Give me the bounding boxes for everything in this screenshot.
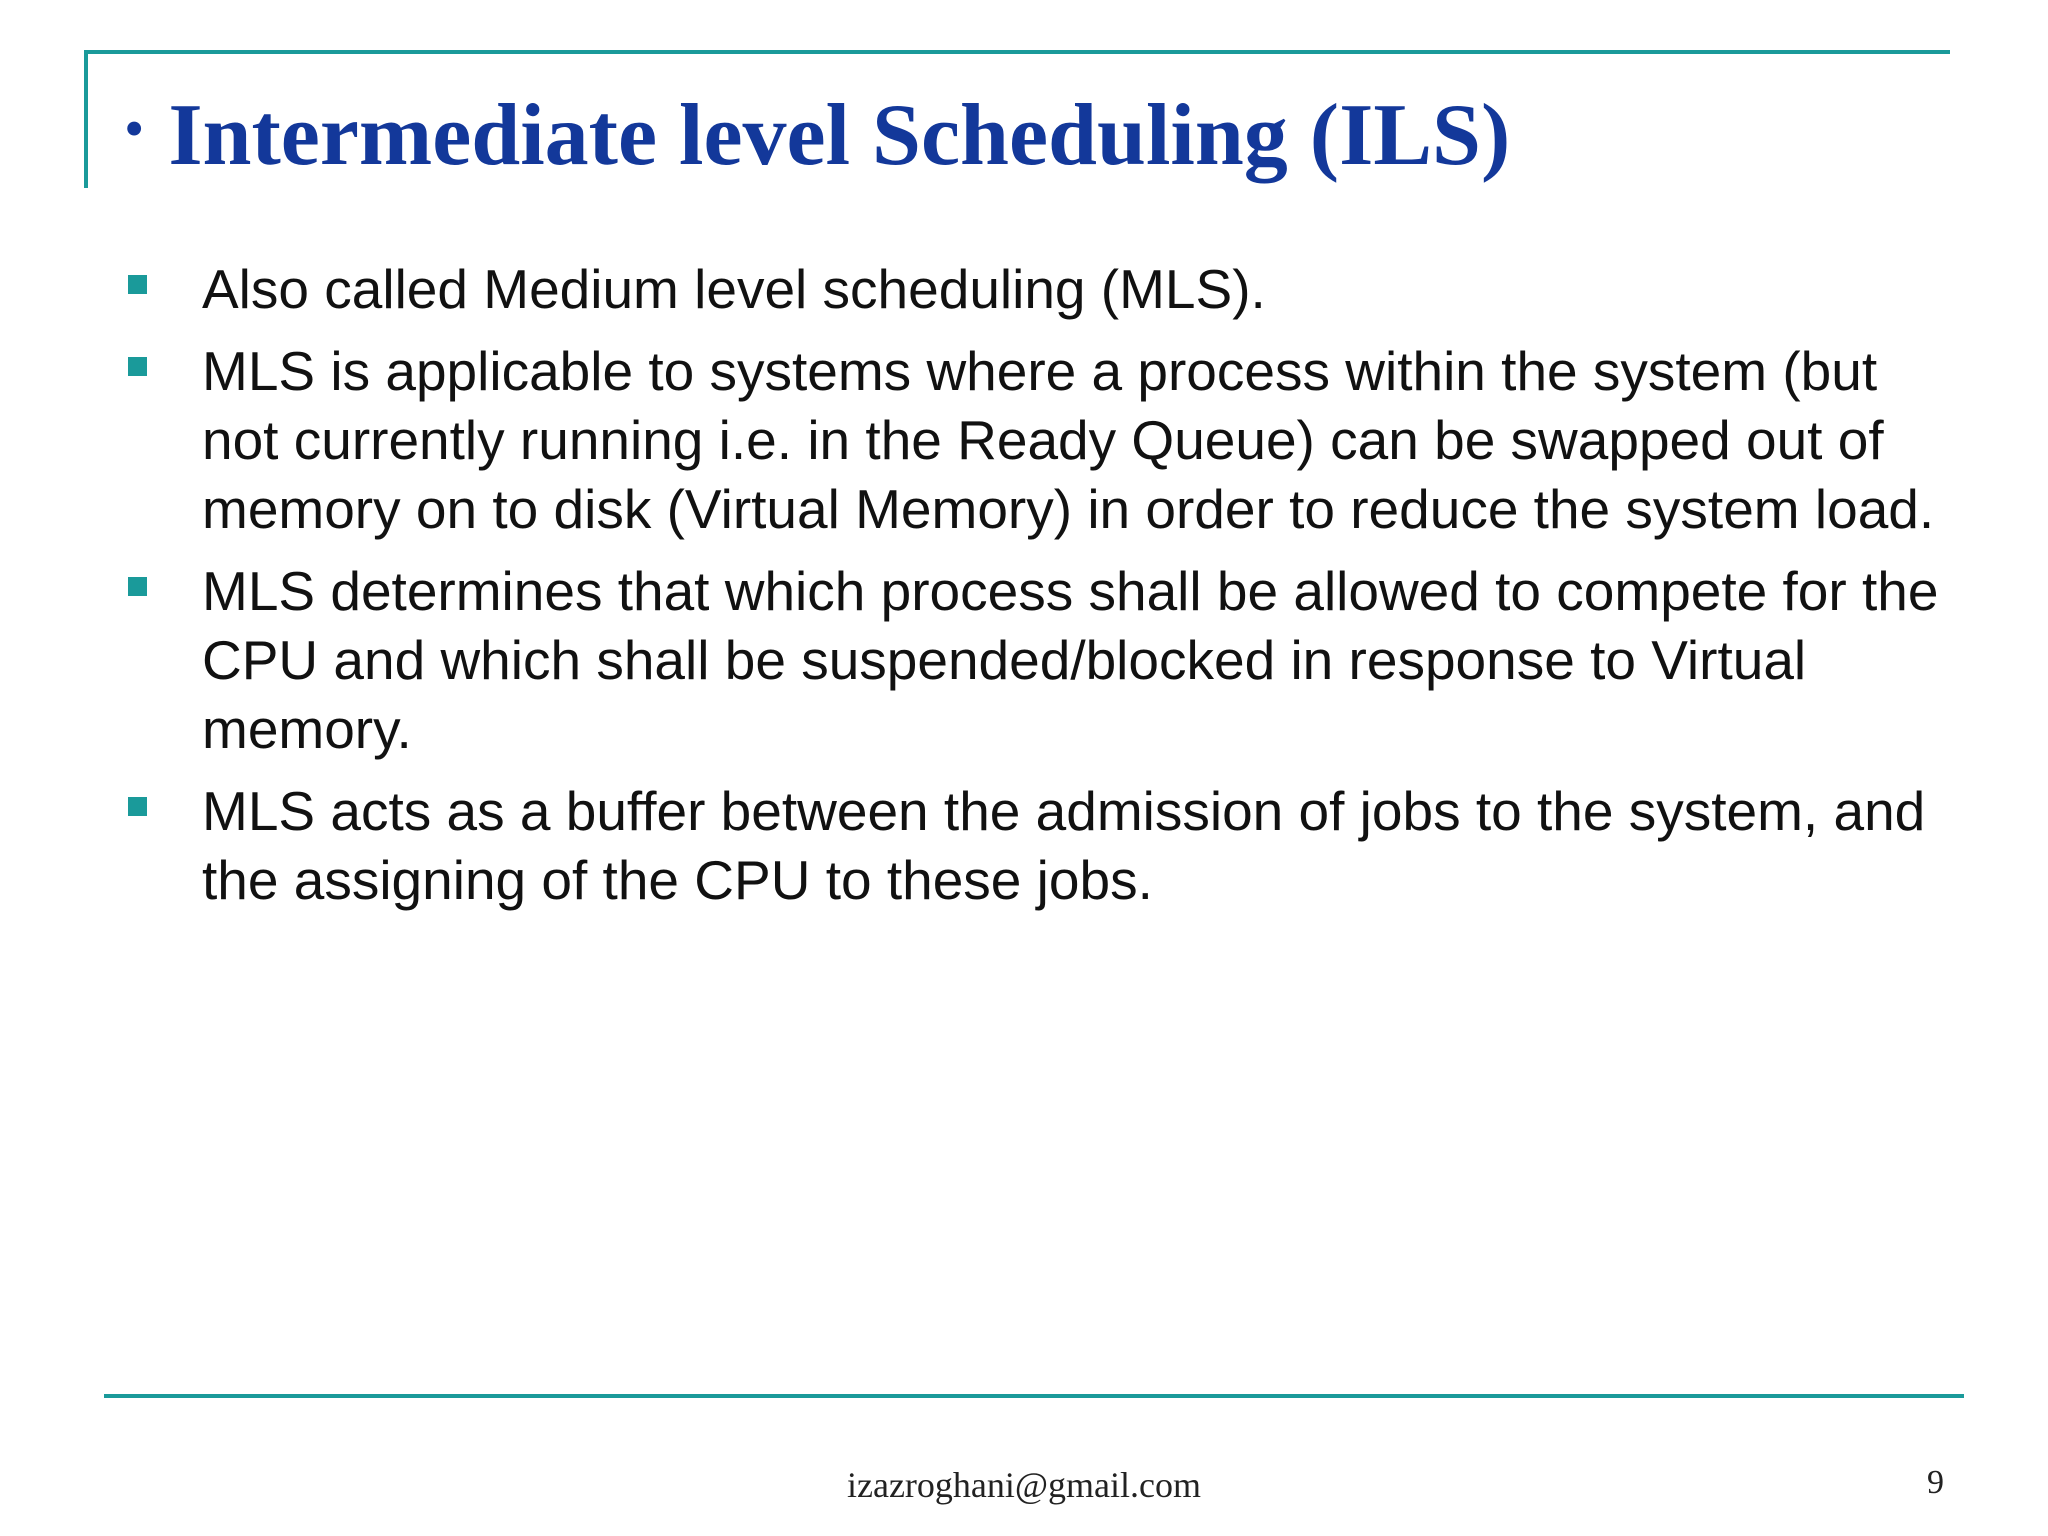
bullet-item [126,337,1956,544]
bullet-list [126,255,1956,928]
title-bullet-icon: • [124,96,145,161]
bullet-item [126,255,1956,324]
square-bullet-icon [128,797,147,816]
bullet-text: Also called Medium level scheduling (MLS). [202,258,1266,320]
bullet-item [126,777,1956,915]
bullet-text: MLS is applicable to systems where a process within the system (but not currently running i.e. in the Ready Queue) can be swapped out of memory on to disk (Virtual Memory) in order to reduce the system load. [202,340,1935,540]
bullet-text: MLS acts as a buffer between the admission of jobs to the system, and the assigning of the CPU to these jobs. [202,780,1926,911]
square-bullet-icon [128,275,147,294]
title-frame-left-rule [84,50,88,188]
footer-email: izazroghani@gmail.com [846,1465,1202,1505]
bullet-item [126,557,1956,764]
title-frame-top-rule [84,50,1950,54]
slide-title: Intermediate level Scheduling (ILS) [168,87,1511,184]
slide-title-row [124,88,1510,185]
bullet-text: MLS determines that which process shall be allowed to compete for the CPU and which shall be suspended/blocked in response to Virtual memory. [202,560,1939,760]
square-bullet-icon [128,577,147,596]
page-number: 9 [1927,1464,1944,1501]
footer-rule [104,1394,1964,1398]
square-bullet-icon [128,357,147,376]
